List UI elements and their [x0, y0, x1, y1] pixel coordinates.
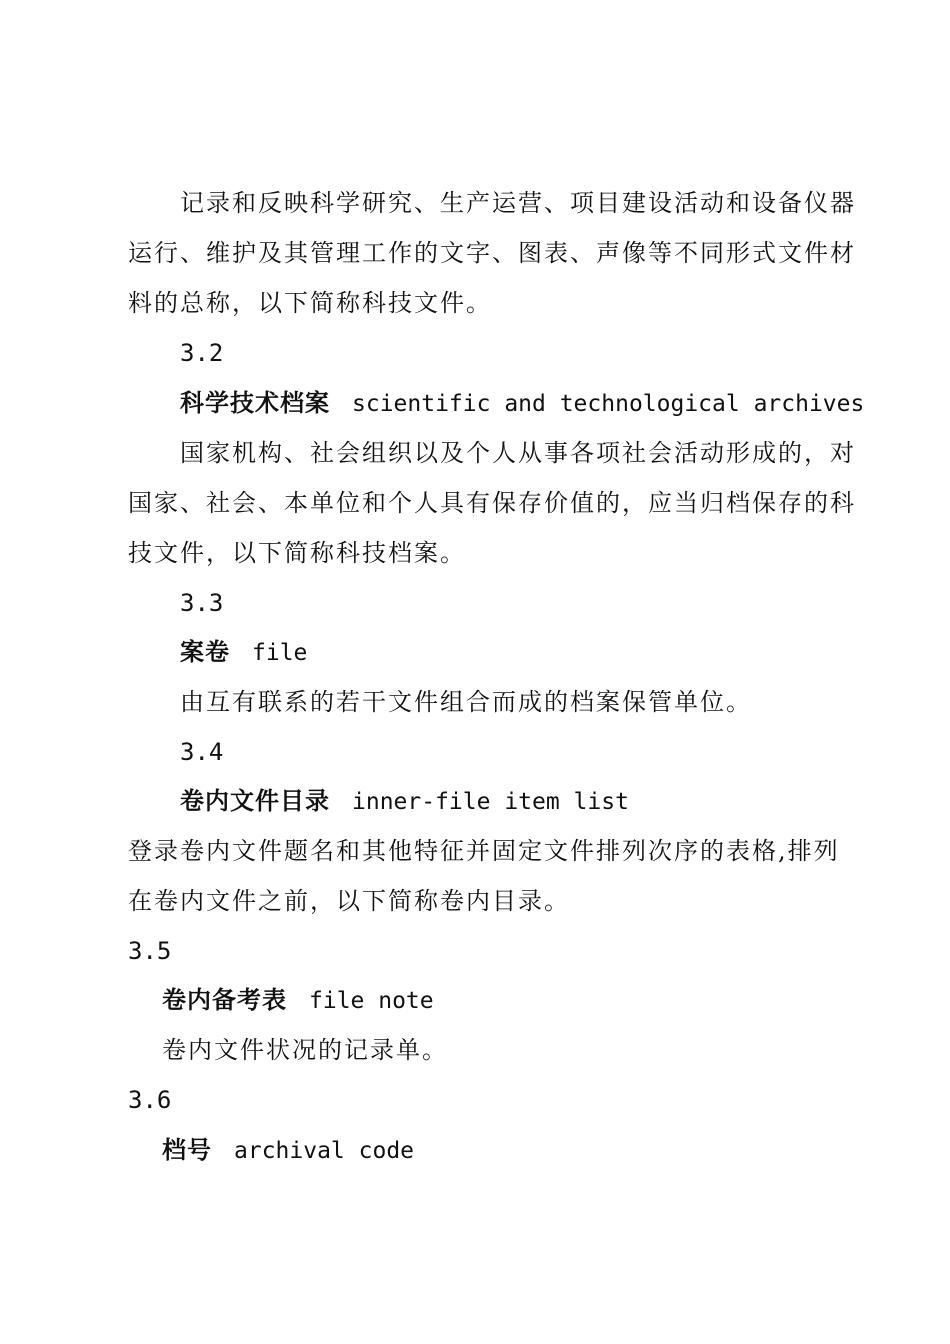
term-english: file note: [309, 988, 434, 1014]
definition-text: 料的总称，以下简称科技文件。: [128, 289, 492, 317]
term-chinese: 案卷: [180, 638, 230, 666]
term-english: archival code: [234, 1138, 415, 1164]
term-heading: [180, 637, 307, 668]
definition-text: 国家、社会、本单位和个人具有保存价值的，应当归档保存的科: [128, 489, 856, 517]
term-chinese: 卷内文件目录: [180, 787, 330, 815]
section-number: 3.2: [180, 339, 224, 367]
definition-text: 技文件，以下简称科技档案。: [128, 539, 466, 567]
term-heading: [162, 1135, 414, 1166]
term-english: inner-file item list: [352, 789, 629, 815]
definition-text: 卷内文件状况的记录单。: [162, 1036, 448, 1064]
section-number: 3.4: [180, 738, 224, 766]
definition-text: 在卷内文件之前，以下简称卷内目录。: [128, 887, 570, 915]
term-heading: [180, 786, 629, 817]
section-number: 3.5: [128, 937, 172, 965]
definition-text: 由互有联系的若干文件组合而成的档案保管单位。: [180, 688, 752, 716]
term-chinese: 科学技术档案: [180, 389, 330, 417]
definition-text: 登录卷内文件题名和其他特征并固定文件排列次序的表格,排列: [128, 837, 840, 865]
term-chinese: 档号: [162, 1136, 212, 1164]
definition-text: 记录和反映科学研究、生产运营、项目建设活动和设备仪器: [180, 189, 856, 217]
term-heading: [180, 388, 864, 419]
term-heading: [162, 985, 434, 1016]
section-number: 3.3: [180, 589, 224, 617]
term-chinese: 卷内备考表: [162, 986, 287, 1014]
definition-text: 运行、维护及其管理工作的文字、图表、声像等不同形式文件材: [128, 239, 856, 267]
definition-text: 国家机构、社会组织以及个人从事各项社会活动形成的，对: [180, 439, 856, 467]
term-english: scientific and technological archives: [352, 391, 865, 417]
term-english: file: [252, 640, 308, 666]
section-number: 3.6: [128, 1086, 172, 1114]
